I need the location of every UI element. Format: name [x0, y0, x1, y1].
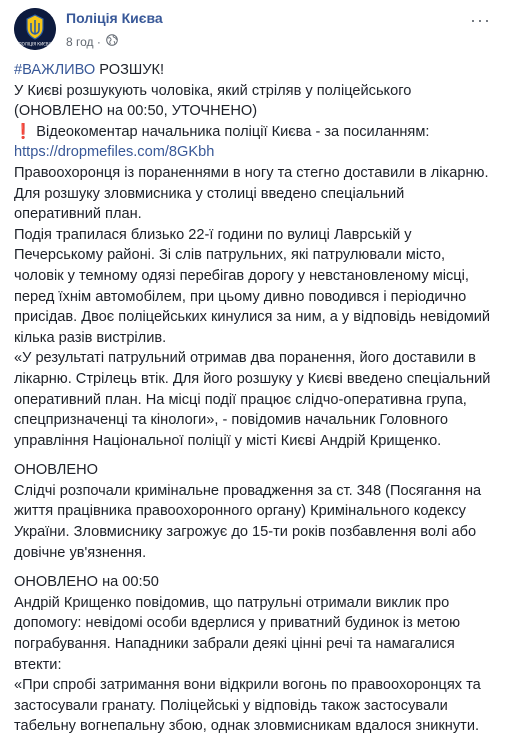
headline	[14, 60, 492, 81]
globe-icon	[106, 34, 118, 49]
page-name-link[interactable]: Поліція Києва	[66, 10, 163, 26]
more-options-button[interactable]: ···	[470, 10, 491, 30]
update-2-title: ОНОВЛЕНО на 00:50	[14, 574, 159, 591]
paragraph-4: «При спробі затримання вони відкрили вогонь по правоохоронцях та застосували гранату. Поліцейські у відповідь також застосували табельну вогнепальну збою, однак зловмисникам вдалося зникнути.	[14, 677, 481, 735]
headline-text: РОЗШУК!	[95, 62, 165, 78]
post-header	[14, 8, 495, 52]
post-meta	[66, 34, 118, 49]
update-2-text: Андрій Крищенко повідомив, що патрульні отримали виклик про допомогу: невідомі особи вдерлися у приватний будинок із метою пограбування. Нападники забрали деякі цінні речі та намагалися втекти:	[14, 594, 461, 673]
avatar-text: ПОЛІЦІЯ КИЄВА	[18, 41, 52, 47]
police-badge-icon	[14, 8, 56, 50]
avatar[interactable]	[14, 8, 56, 50]
paragraph-3: «У результаті патрульний отримав два поранення, його доставили в лікарню. Стрілець втік. Для його розшуку у Києві введено спеціальний оперативний план. На місці події працює слідчо-оперативна група, спецпризначенці та кінологи», - повідомив начальник Головного управління Національної поліції у місті Києві Андрій Крищенко.	[14, 350, 491, 449]
exclamation-icon: ❗	[14, 123, 33, 140]
video-comment	[14, 122, 492, 143]
video-comment-text: Відеокоментар начальника поліції Києва - за посиланням:	[32, 123, 430, 140]
update-1-text: Слідчі розпочали кримінальне провадження за ст. 348 (Посягання на життя працівника правоохоронного органу) Кримінального кодексу України. Зловмиснику загрожує до 15-ти років позбавлення волі або довічне ув'язнення.	[14, 482, 482, 561]
paragraph-1: Правоохоронця із пораненнями в ногу та стегно доставили в лікарню. Для розшуку зловмисника у столиці введено спеціальний оперативний план.	[14, 164, 489, 223]
dropmefiles-link[interactable]: https://dropmefiles.com/8GKbh	[14, 144, 215, 161]
hashtag-link[interactable]: #ВАЖЛИВО	[14, 62, 96, 78]
paragraph-2: Подія трапилася близько 22-ї години по вулиці Лаврській у Печерському районі. Зі слів патрульних, які патрулювали місто, чоловік у темному одязі перебігав дорогу у невстановленому місці, перед їхнім автомобілем, при цьому дивно поводився і періодично присідав. Двоє поліцейських кинулися за ним, а у відповідь невідомий кілька разів вистрілив.	[14, 226, 491, 346]
meta-dot: ·	[96, 34, 101, 49]
post-time[interactable]: 8 год	[66, 34, 94, 49]
line2: (ОНОВЛЕНО на 00:50, УТОЧНЕНО)	[14, 103, 258, 120]
update-1-title: ОНОВЛЕНО	[14, 462, 99, 479]
line1: У Києві розшукують чоловіка, який стріляв у поліцейського	[14, 82, 412, 99]
post-body	[14, 60, 492, 737]
